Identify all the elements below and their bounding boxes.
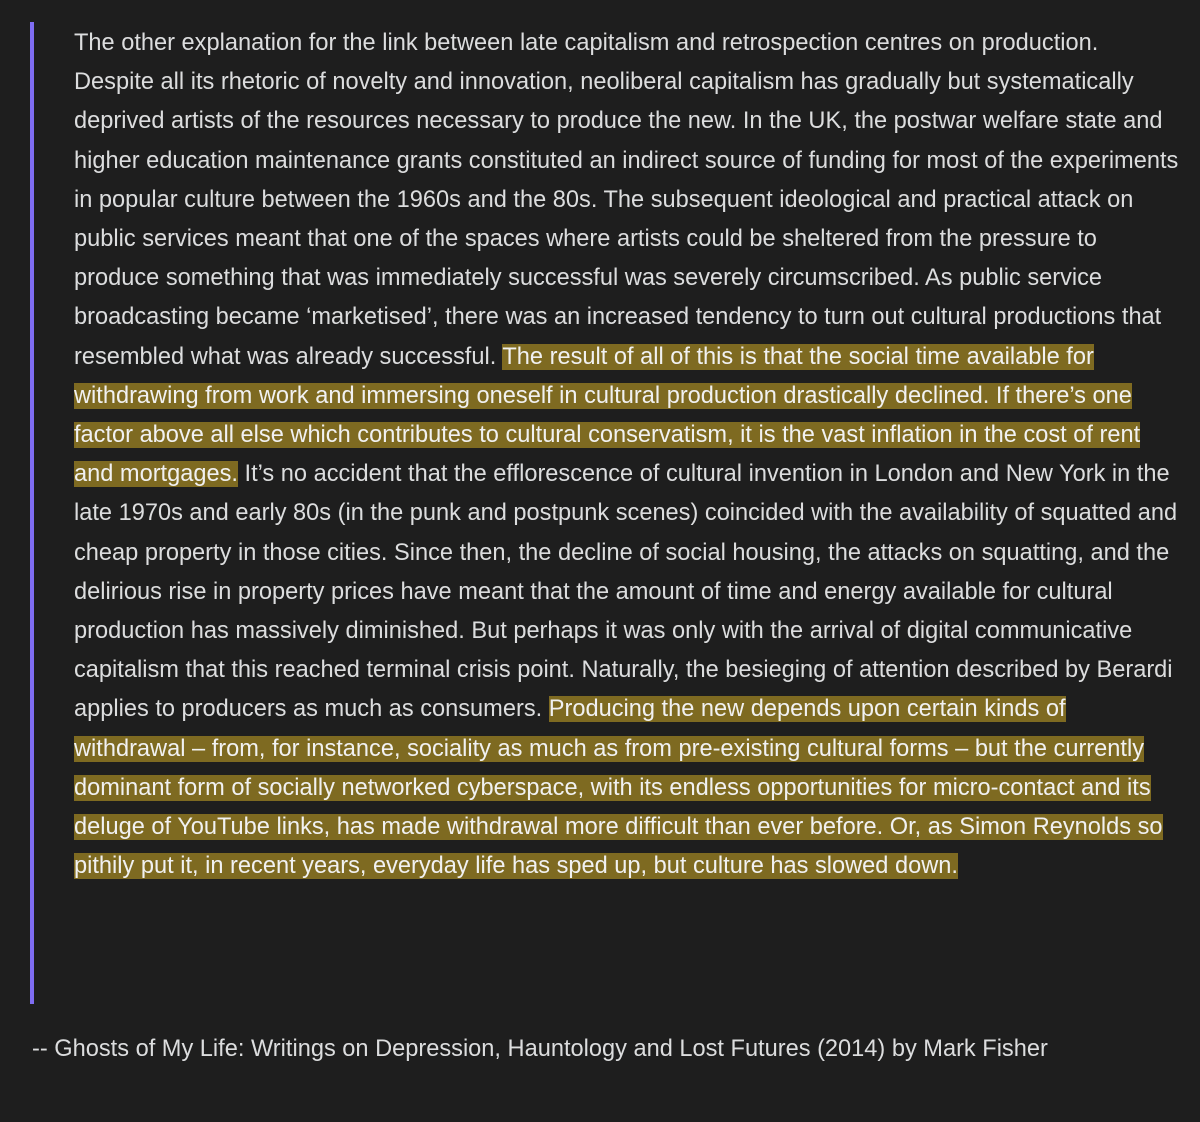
blockquote	[30, 22, 1180, 1004]
attribution-text: -- Ghosts of My Life: Writings on Depression, Hauntology and Lost Futures (2014) by Mark Fisher	[32, 1036, 1048, 1062]
quote-segment: It’s no accident that the efflorescence of cultural invention in London and New York in the late 1970s and early 80s (in the punk and postpunk scenes) coincided with the availability of squatted and cheap property in those cities. Since then, the decline of social housing, the attacks on squatting, and the delirious rise in property prices have meant that the amount of time and energy available for cultural production has massively diminished. But perhaps it was only with the arrival of digital communicative capitalism that this reached terminal crisis point. Naturally, the besieging of attention described by Berardi applies to producers as much as consumers.	[74, 461, 1178, 723]
highlighted-passage: The result of all of this is that the social time available for withdrawing from work and immersing oneself in cultural production drastically declined. If there’s one factor above all else which contributes to cultural conservatism, it is the vast inflation in the cost of rent and mortgages.	[74, 343, 1141, 488]
quote-paragraph	[74, 24, 1180, 886]
highlighted-passage: Producing the new depends upon certain kinds of withdrawal – from, for instance, sociality as much as from pre-existing cultural forms – but the currently dominant form of socially networked cyberspace, with its endless opportunities for micro-contact and its deluge of YouTube links, has made withdrawal more difficult than ever before. Or, as Simon Reynolds so pithily put it, in recent years, everyday life has sped up, but culture has slowed down.	[74, 696, 1163, 880]
quote-segment: The other explanation for the link between late capitalism and retrospection centres on production. Despite all its rhetoric of novelty and innovation, neoliberal capitalism has gradually but systematically deprived artists of the resources necessary to produce the new. In the UK, the postwar welfare state and higher education maintenance grants constituted an indirect source of funding for most of the experiments in popular culture between the 1960s and the 80s. The subsequent ideological and practical attack on public services meant that one of the spaces where artists could be sheltered from the pressure to produce something that was immediately successful was severely circumscribed. As public service broadcasting became ‘marketised’, there was an increased tendency to turn out cultural productions that resembled what was already successful.	[74, 30, 1179, 370]
